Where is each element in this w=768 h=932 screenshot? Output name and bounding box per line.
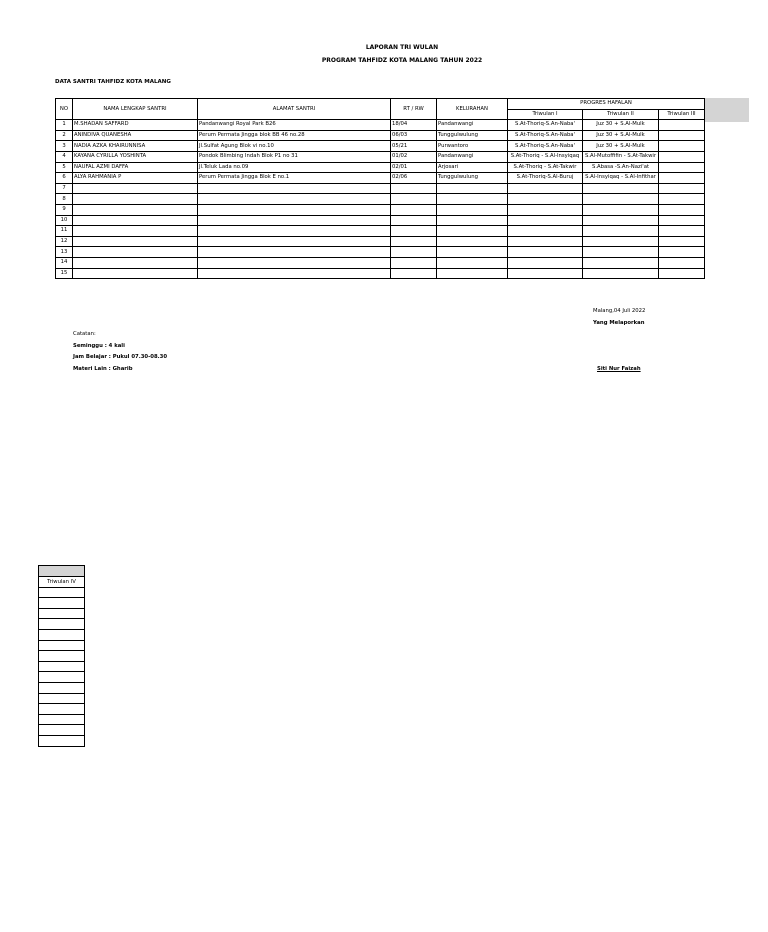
cell-rtrw (391, 247, 437, 258)
cell-tw2: S.Al-Insyiqaq - S.Al-Infithar (583, 173, 659, 184)
cell-rtrw (391, 183, 437, 194)
cell-no: 6 (56, 173, 73, 184)
cell-kel (437, 183, 508, 194)
cell-no: 2 (56, 130, 73, 141)
table-row (56, 120, 705, 131)
cell-alamat: Perum Permata Jingga Blok E no.1 (198, 173, 391, 184)
notes-hours: Jam Belajar : Pukul 07.30-08.30 (73, 354, 168, 360)
triwulan-iv-cell (39, 725, 85, 736)
header-triwulan-3: Triwulan III (659, 109, 705, 120)
cell-kel: Pandanwangi (437, 151, 508, 162)
cell-tw1 (508, 204, 583, 215)
cell-nama: ALYA RAHMANIA P (73, 173, 198, 184)
overflow-header-shade (705, 98, 749, 122)
table-row (56, 141, 705, 152)
cell-nama (73, 257, 198, 268)
cell-tw3 (659, 236, 705, 247)
cell-alamat (198, 257, 391, 268)
cell-no: 8 (56, 194, 73, 205)
cell-alamat (198, 268, 391, 279)
header-kelurahan: KELURAHAN (437, 99, 508, 120)
triwulan-iv-shade (39, 566, 85, 577)
cell-tw2 (583, 183, 659, 194)
header-triwulan-4: Triwulan IV (39, 577, 85, 588)
cell-rtrw (391, 226, 437, 237)
cell-kel: Arjosari (437, 162, 508, 173)
cell-tw1 (508, 268, 583, 279)
cell-tw1 (508, 183, 583, 194)
cell-tw3 (659, 130, 705, 141)
cell-tw2: Juz 30 + S.Al-Mulk (583, 141, 659, 152)
triwulan-iv-cell (39, 682, 85, 693)
cell-no: 10 (56, 215, 73, 226)
report-subtitle: PROGRAM TAHFIDZ KOTA MALANG TAHUN 2022 (321, 57, 483, 64)
cell-kel (437, 236, 508, 247)
cell-nama (73, 247, 198, 258)
cell-kel (437, 257, 508, 268)
triwulan-iv-cell (39, 651, 85, 662)
cell-no: 13 (56, 247, 73, 258)
header-triwulan-1: Triwulan I (508, 109, 583, 120)
table-row (56, 162, 705, 173)
cell-alamat (198, 236, 391, 247)
cell-nama (73, 183, 198, 194)
cell-tw3 (659, 268, 705, 279)
section-heading: DATA SANTRI TAHFIDZ KOTA MALANG (55, 79, 171, 85)
cell-nama: NADIA AZKA KHAIRUNNISA (73, 141, 198, 152)
table-row (56, 194, 705, 205)
cell-tw2: S.Abasa -S.An-Nazi'at (583, 162, 659, 173)
table-row (56, 173, 705, 184)
header-alamat: ALAMAT SANTRI (198, 99, 391, 120)
cell-alamat (198, 226, 391, 237)
cell-rtrw (391, 236, 437, 247)
cell-tw2: S.Al-Mutoffifin - S.At-Takwir (583, 151, 659, 162)
cell-rtrw (391, 257, 437, 268)
cell-tw3 (659, 257, 705, 268)
cell-no: 14 (56, 257, 73, 268)
cell-no: 3 (56, 141, 73, 152)
cell-tw2 (583, 204, 659, 215)
cell-tw1: S.At-Thoriq-S.An-Naba' (508, 120, 583, 131)
triwulan-iv-cell (39, 693, 85, 704)
cell-rtrw: 06/03 (391, 130, 437, 141)
cell-alamat (198, 183, 391, 194)
cell-alamat: Pandanwangi Royal Park B26 (198, 120, 391, 131)
report-title: LAPORAN TRI WULAN (365, 44, 439, 51)
cell-tw2 (583, 226, 659, 237)
cell-tw2 (583, 247, 659, 258)
cell-alamat: Perum Permata Jingga blok BB 46 no.28 (198, 130, 391, 141)
cell-rtrw: 01/02 (391, 151, 437, 162)
cell-rtrw (391, 268, 437, 279)
cell-alamat (198, 194, 391, 205)
cell-tw1: S.At-Thoriq - S.Al-Insyiqaq (508, 151, 583, 162)
cell-tw2 (583, 268, 659, 279)
triwulan-iv-cell (39, 661, 85, 672)
cell-no: 15 (56, 268, 73, 279)
triwulan-iv-cell (39, 608, 85, 619)
cell-tw2 (583, 215, 659, 226)
cell-nama: KAYANA CYRILLA YOSHINTA (73, 151, 198, 162)
cell-alamat (198, 215, 391, 226)
cell-tw2 (583, 236, 659, 247)
cell-tw1: S.At-Thoriq - S.At-Takwir (508, 162, 583, 173)
cell-tw1: S.At-Thoriq-S.Al-Buruj (508, 173, 583, 184)
cell-tw2: Juz 30 + S.Al-Mulk (583, 130, 659, 141)
triwulan-iv-table (38, 565, 85, 747)
cell-kel: Tunggulwulung (437, 130, 508, 141)
cell-rtrw (391, 215, 437, 226)
triwulan-iv-cell (39, 640, 85, 651)
table-row (56, 236, 705, 247)
cell-nama: M.SHADAN SAFFARD (73, 120, 198, 131)
cell-tw3 (659, 151, 705, 162)
cell-no: 9 (56, 204, 73, 215)
triwulan-iv-cell (39, 598, 85, 609)
triwulan-iv-cell (39, 619, 85, 630)
cell-tw2 (583, 194, 659, 205)
cell-tw3 (659, 215, 705, 226)
cell-no: 1 (56, 120, 73, 131)
cell-tw3 (659, 226, 705, 237)
cell-alamat: Pondok Blimbing Indah Blok P1 no 31 (198, 151, 391, 162)
triwulan-iv-cell (39, 704, 85, 715)
cell-tw1 (508, 226, 583, 237)
cell-kel: Tunggulwulung (437, 173, 508, 184)
cell-tw3 (659, 204, 705, 215)
cell-kel (437, 194, 508, 205)
cell-kel (437, 268, 508, 279)
triwulan-iv-cell (39, 714, 85, 725)
cell-alamat (198, 247, 391, 258)
cell-nama (73, 226, 198, 237)
table-row (56, 204, 705, 215)
cell-nama (73, 194, 198, 205)
table-row (56, 130, 705, 141)
cell-tw3 (659, 141, 705, 152)
sign-place-date: Malang,04 Juli 2022 (593, 308, 646, 314)
table-row (56, 215, 705, 226)
table-row (56, 183, 705, 194)
header-no: NO (56, 99, 73, 120)
cell-tw1 (508, 215, 583, 226)
cell-tw1: S.At-Thoriq-S.An-Naba' (508, 130, 583, 141)
table-row (56, 257, 705, 268)
cell-rtrw: 02/01 (391, 162, 437, 173)
notes-material: Materi Lain : Gharib (73, 366, 133, 372)
cell-tw3 (659, 120, 705, 131)
sign-name: Siti Nur Faizah (597, 366, 641, 372)
triwulan-iv-cell (39, 672, 85, 683)
cell-rtrw: 18/04 (391, 120, 437, 131)
cell-tw1: S.At-Thoriq-S.An-Naba' (508, 141, 583, 152)
triwulan-iv-cell (39, 629, 85, 640)
header-rtrw: RT / RW (391, 99, 437, 120)
table-row (56, 226, 705, 237)
cell-alamat (198, 204, 391, 215)
cell-tw1 (508, 194, 583, 205)
table-row (56, 247, 705, 258)
cell-rtrw: 05/21 (391, 141, 437, 152)
header-triwulan-2: Triwulan II (583, 109, 659, 120)
cell-tw1 (508, 257, 583, 268)
cell-tw3 (659, 173, 705, 184)
cell-nama (73, 236, 198, 247)
cell-kel (437, 215, 508, 226)
cell-no: 11 (56, 226, 73, 237)
notes-schedule: Seminggu : 4 kali (73, 343, 125, 349)
triwulan-iv-cell (39, 587, 85, 598)
cell-nama (73, 268, 198, 279)
triwulan-iv-cell (39, 735, 85, 746)
cell-tw3 (659, 162, 705, 173)
cell-tw3 (659, 247, 705, 258)
cell-no: 4 (56, 151, 73, 162)
header-nama: NAMA LENGKAP SANTRI (73, 99, 198, 120)
cell-alamat: Jl.Sulfat Agung Blok vi no.10 (198, 141, 391, 152)
table-row (56, 151, 705, 162)
cell-tw3 (659, 194, 705, 205)
cell-kel (437, 226, 508, 237)
notes-label: Catatan: (73, 331, 96, 337)
cell-no: 12 (56, 236, 73, 247)
sign-role: Yang Melaporkan (593, 320, 645, 326)
cell-alamat: Jl.Teluk Lada no.09 (198, 162, 391, 173)
cell-kel: Purwantoro (437, 141, 508, 152)
table-row (56, 268, 705, 279)
cell-kel (437, 247, 508, 258)
cell-no: 5 (56, 162, 73, 173)
cell-rtrw: 02/06 (391, 173, 437, 184)
cell-tw2: Juz 30 + S.Al-Mulk (583, 120, 659, 131)
cell-tw2 (583, 257, 659, 268)
cell-kel (437, 204, 508, 215)
cell-no: 7 (56, 183, 73, 194)
cell-nama (73, 204, 198, 215)
cell-nama: ANINDIVA QUANESHA (73, 130, 198, 141)
header-progres: PROGRES HAFALAN (508, 99, 705, 110)
cell-nama (73, 215, 198, 226)
cell-tw1 (508, 236, 583, 247)
cell-nama: NAUFAL AZMI DAFFA (73, 162, 198, 173)
cell-tw1 (508, 247, 583, 258)
cell-tw3 (659, 183, 705, 194)
cell-rtrw (391, 194, 437, 205)
santri-table (55, 98, 705, 279)
cell-rtrw (391, 204, 437, 215)
cell-kel: Pandanwangi (437, 120, 508, 131)
